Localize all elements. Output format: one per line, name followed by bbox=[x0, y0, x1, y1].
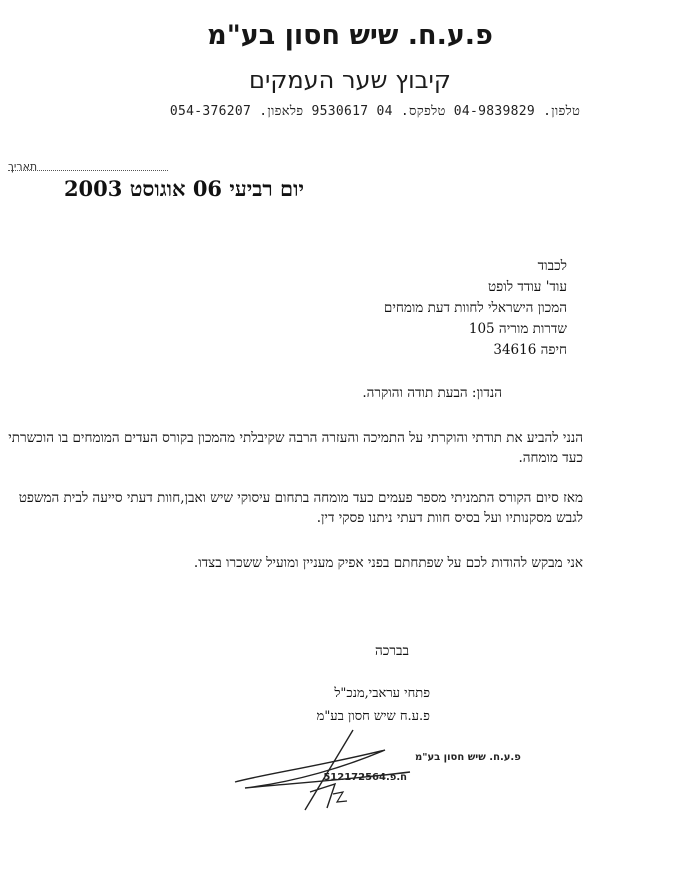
recipient-line: המכון הישראלי לחוות דעת מומחים bbox=[383, 300, 567, 316]
signature-stroke bbox=[305, 730, 353, 810]
company-stamp-line: פ.ע.ח. שיש חסון בע"מ bbox=[415, 752, 521, 763]
body-paragraph: אני מבקש להודות לכם על שפתחתם בפני אפיק מעניין ומועיל ששכרו בצדו. bbox=[193, 555, 583, 571]
recipient-line: שדרות מוריה 105 bbox=[468, 321, 567, 337]
recipient-line: עוד' עודד לופט bbox=[488, 279, 567, 295]
date-value: יום רביעי 06 אוגוסט 2003 bbox=[63, 176, 304, 201]
signature-stroke bbox=[333, 792, 347, 802]
kibbutz-name: קיבוץ שער העמקים bbox=[249, 66, 451, 94]
signature-with-stamp bbox=[225, 722, 521, 822]
body-paragraph: הנני להביע את תודתי והוקרתי על התמיכה והעזרה הרבה שקיבלתי מהמכון בקורס העדים המומחים בו הוכשרתי כעד מומחה. bbox=[8, 430, 583, 466]
signer-company: פ.ע.ח שיש חסון בע"מ bbox=[316, 709, 430, 724]
recipient-block bbox=[247, 256, 567, 361]
closing-greeting: בברכה bbox=[374, 643, 409, 659]
subject-line: הנדון: הבעת תודה והוקרה. bbox=[362, 385, 502, 401]
recipient-line: לכבוד bbox=[537, 258, 567, 274]
date-dotted-line bbox=[8, 170, 168, 171]
date-label: תאריך bbox=[8, 160, 38, 173]
contact-line: טלפון. 04-9839829 טלפקס. 04 9530617 פלאפון. 054-376207 bbox=[169, 104, 581, 119]
company-stamp-line: ח.פ.512172564 bbox=[323, 772, 407, 783]
recipient-line: חיפה 34616 bbox=[493, 342, 567, 358]
body-paragraph: מאז סיום הקורס התמניתי מספר פעמים כעד מומחה בתחום עיסוקי שיש ואבן,חוות דעתי סייעה לבית המשפט לגבש מסקנותיו ועל בסיס חוות דעתי ניתנו פסקי דין. bbox=[18, 490, 583, 526]
company-name: פ.ע.ח. שיש חסון בע"מ bbox=[207, 20, 493, 51]
signer-name: פתחי עראבי,מנכ"ל bbox=[334, 686, 430, 701]
